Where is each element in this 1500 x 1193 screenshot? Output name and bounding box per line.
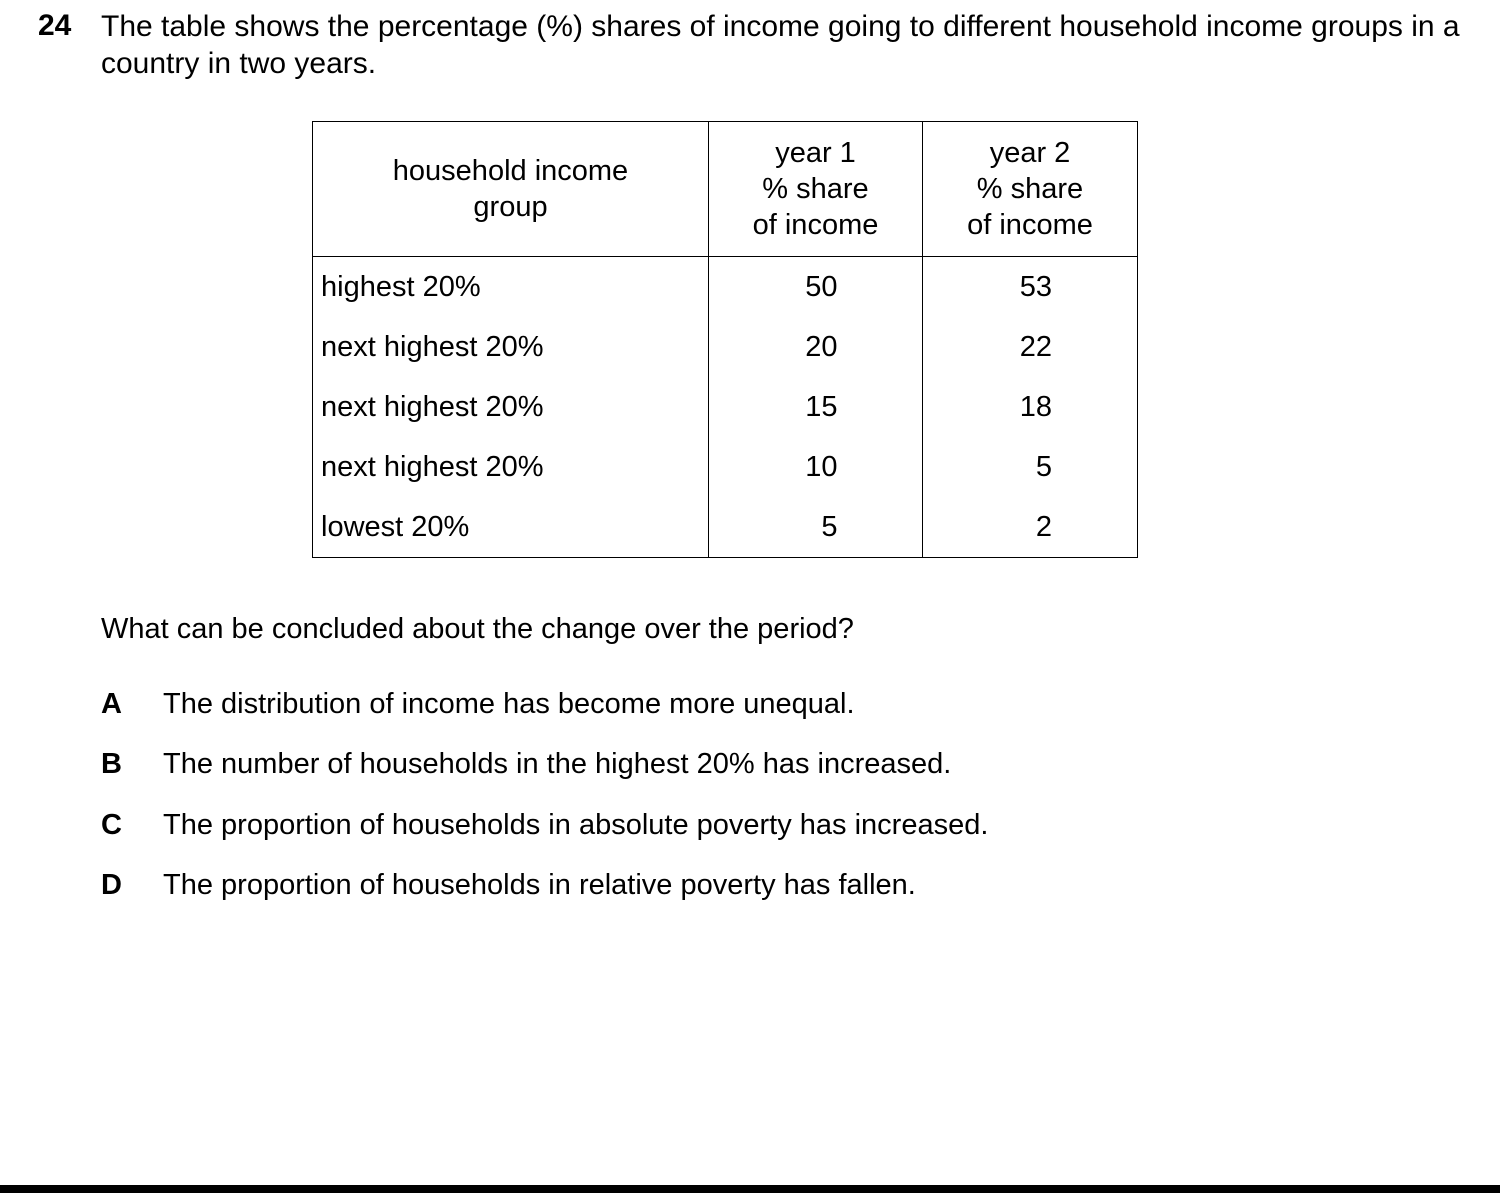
- cell-value: 2: [1035, 511, 1052, 543]
- footer-bar: [0, 1185, 1500, 1193]
- cell-value: 5: [1035, 451, 1052, 483]
- header-line: % share: [976, 173, 1084, 205]
- header-line: year 1: [775, 137, 856, 169]
- year1-cell: [709, 317, 923, 377]
- year2-cell: [923, 497, 1138, 558]
- option-letter: C: [101, 809, 122, 841]
- cell-value: 50: [805, 271, 838, 303]
- year2-cell: [923, 317, 1138, 377]
- option-letter: A: [101, 688, 122, 720]
- table-row: [313, 437, 1138, 497]
- option-text: The proportion of households in absolute poverty has increased.: [163, 809, 989, 841]
- cell-value: 5: [821, 511, 838, 543]
- year1-cell: [709, 377, 923, 437]
- group-cell: highest 20%: [313, 257, 709, 318]
- header-line: year 2: [989, 137, 1071, 169]
- option-letter: D: [101, 869, 122, 901]
- header-line: of income: [967, 209, 1093, 241]
- cell-value: 15: [805, 391, 838, 423]
- table-row: [313, 377, 1138, 437]
- cell-value: 18: [1019, 391, 1052, 423]
- year1-cell: [709, 437, 923, 497]
- question-number: 24: [38, 9, 72, 42]
- header-line: household income: [392, 155, 629, 187]
- header-household-income-group: [313, 122, 709, 257]
- question-stem: The table shows the percentage (%) shares of income going to different household income groups in a country in two years.: [101, 10, 1460, 80]
- header-line: of income: [752, 209, 879, 241]
- option-letter: B: [101, 748, 122, 780]
- income-share-table: [312, 121, 1138, 558]
- group-cell: lowest 20%: [313, 497, 709, 558]
- header-year-1: [709, 122, 923, 257]
- cell-value: 10: [805, 451, 838, 483]
- header-line: % share: [762, 173, 869, 205]
- year2-cell: [923, 257, 1138, 318]
- option-text: The proportion of households in relative poverty has fallen.: [163, 869, 916, 901]
- question-prompt: What can be concluded about the change over the period?: [101, 613, 854, 645]
- year1-cell: [709, 497, 923, 558]
- year1-cell: [709, 257, 923, 318]
- cell-value: 22: [1019, 331, 1052, 363]
- cell-value: 20: [805, 331, 838, 363]
- header-line: group: [473, 191, 548, 223]
- table-row: [313, 497, 1138, 558]
- table-header-row: [313, 122, 1138, 257]
- table-row: [313, 317, 1138, 377]
- group-cell: next highest 20%: [313, 377, 709, 437]
- table-row: [313, 257, 1138, 318]
- option-text: The distribution of income has become more unequal.: [163, 688, 855, 720]
- option-text: The number of households in the highest 20% has increased.: [163, 748, 952, 780]
- header-year-2: [923, 122, 1138, 257]
- year2-cell: [923, 377, 1138, 437]
- group-cell: next highest 20%: [313, 317, 709, 377]
- cell-value: 53: [1019, 271, 1052, 303]
- year2-cell: [923, 437, 1138, 497]
- group-cell: next highest 20%: [313, 437, 709, 497]
